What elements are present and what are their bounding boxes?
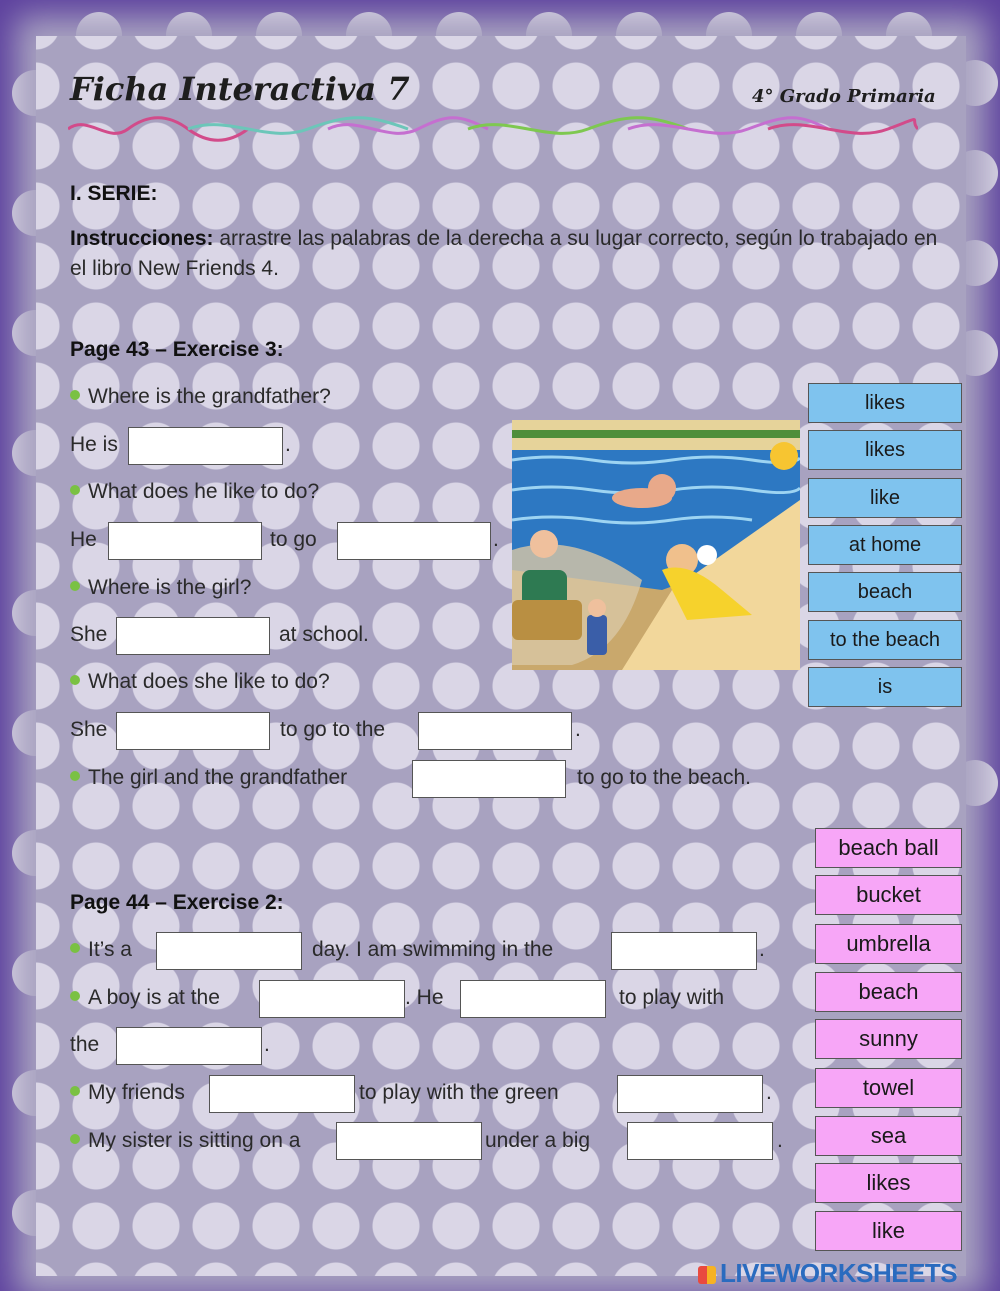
sentence-3-middle: to play with the green (359, 1081, 559, 1104)
decorative-divider-icon (68, 114, 918, 144)
word-chip-like[interactable]: like (808, 478, 962, 518)
question-5 (70, 766, 347, 790)
drop-box-4[interactable] (116, 617, 270, 655)
sentence-4-prefix-text: My sister is sitting on a (88, 1129, 301, 1152)
sentence-4-prefix (70, 1129, 300, 1153)
answer-2-prefix: He (70, 528, 97, 551)
drop-box-12[interactable] (116, 1027, 262, 1065)
word-chip-towel[interactable]: towel (815, 1068, 962, 1108)
drop-box-15[interactable] (336, 1122, 482, 1160)
page-title: Ficha Interactiva 7 (70, 70, 410, 108)
section-heading: I. SERIE: (70, 182, 158, 205)
question-2 (70, 480, 319, 504)
sentence-1-middle: day. I am swimming in the (312, 938, 554, 961)
grade-label: 4° Grado Primaria (752, 86, 936, 107)
question-4 (70, 670, 330, 694)
answer-3-suffix: at school. (279, 623, 369, 646)
sentence-2b-prefix: the (70, 1033, 100, 1056)
question-5-prefix: The girl and the grandfather (88, 766, 348, 789)
beach-illustration (512, 420, 800, 670)
word-chip-sunny[interactable]: sunny (815, 1019, 962, 1059)
instructions-label: Instrucciones: (70, 227, 214, 250)
word-chip-likes[interactable]: likes (808, 383, 962, 423)
drop-box-14[interactable] (617, 1075, 763, 1113)
drop-box-11[interactable] (460, 980, 606, 1018)
answer-4-middle: to go to the (280, 718, 386, 741)
word-chip-to-the-beach[interactable]: to the beach (808, 620, 962, 660)
instructions-text: arrastre las palabras de la derecha a su lugar correcto, según lo trabajado en el libro New Friends 4. (70, 227, 938, 280)
sentence-3-prefix (70, 1081, 185, 1105)
sentence-4-suffix: . (777, 1129, 783, 1152)
question-4-text: What does she like to do? (88, 670, 330, 693)
drop-box-3[interactable] (337, 522, 491, 560)
answer-1-suffix: . (285, 433, 291, 456)
question-1 (70, 385, 331, 409)
drop-box-8[interactable] (156, 932, 302, 970)
sentence-1-suffix: . (759, 938, 765, 961)
bullet-icon (70, 390, 80, 400)
answer-2-suffix: . (493, 528, 499, 551)
question-2-text: What does he like to do? (88, 480, 320, 503)
bullet-icon (70, 485, 80, 495)
drop-box-13[interactable] (209, 1075, 355, 1113)
answer-2-middle: to go (270, 528, 317, 551)
instructions (70, 224, 940, 284)
word-chip-beach[interactable]: beach (815, 972, 962, 1012)
question-3-text: Where is the girl? (88, 576, 252, 599)
drop-box-16[interactable] (627, 1122, 773, 1160)
sentence-3-suffix: . (766, 1081, 772, 1104)
drop-box-10[interactable] (259, 980, 405, 1018)
sentence-2-middle: . He (405, 986, 444, 1009)
word-chip-umbrella[interactable]: umbrella (815, 924, 962, 964)
liveworksheets-logo (698, 1258, 957, 1289)
sentence-3-prefix-text: My friends (88, 1081, 185, 1104)
drop-box-2[interactable] (108, 522, 262, 560)
drop-box-5[interactable] (116, 712, 270, 750)
logo-text: LIVEWORKSHEETS (720, 1258, 958, 1288)
word-chip-is[interactable]: is (808, 667, 962, 707)
drop-box-1[interactable] (128, 427, 283, 465)
answer-4-suffix: . (575, 718, 581, 741)
exercise1-heading: Page 43 – Exercise 3: (70, 338, 284, 361)
word-chip-likes[interactable]: likes (808, 430, 962, 470)
bullet-icon (70, 943, 80, 953)
answer-4-prefix: She (70, 718, 108, 741)
bullet-icon (70, 1134, 80, 1144)
bullet-icon (70, 675, 80, 685)
sentence-1-prefix-text: It’s a (88, 938, 132, 961)
word-chip-at-home[interactable]: at home (808, 525, 962, 565)
bullet-icon (70, 771, 80, 781)
bullet-icon (70, 581, 80, 591)
drop-box-7[interactable] (412, 760, 566, 798)
bullet-icon (70, 991, 80, 1001)
bullet-icon (70, 1086, 80, 1096)
word-chip-like[interactable]: like (815, 1211, 962, 1251)
logo-icon (698, 1266, 716, 1284)
word-chip-sea[interactable]: sea (815, 1116, 962, 1156)
answer-3-prefix: She (70, 623, 108, 646)
sentence-2-prefix-text: A boy is at the (88, 986, 220, 1009)
answer-1-prefix: He is (70, 433, 118, 456)
word-chip-beach-ball[interactable]: beach ball (815, 828, 962, 868)
question-3 (70, 576, 251, 600)
exercise2-heading: Page 44 – Exercise 2: (70, 891, 284, 914)
sentence-2-prefix (70, 986, 220, 1010)
sentence-1-prefix (70, 938, 132, 962)
drop-box-6[interactable] (418, 712, 572, 750)
sentence-4-middle: under a big (485, 1129, 591, 1152)
sentence-2b-suffix: . (264, 1033, 270, 1056)
word-chip-beach[interactable]: beach (808, 572, 962, 612)
question-5-suffix: to go to the beach. (577, 766, 751, 789)
drop-box-9[interactable] (611, 932, 757, 970)
beach-scene-icon (512, 420, 800, 670)
question-1-text: Where is the grandfather? (88, 385, 331, 408)
sentence-2-suffix: to play with (619, 986, 725, 1009)
word-chip-likes[interactable]: likes (815, 1163, 962, 1203)
word-chip-bucket[interactable]: bucket (815, 875, 962, 915)
